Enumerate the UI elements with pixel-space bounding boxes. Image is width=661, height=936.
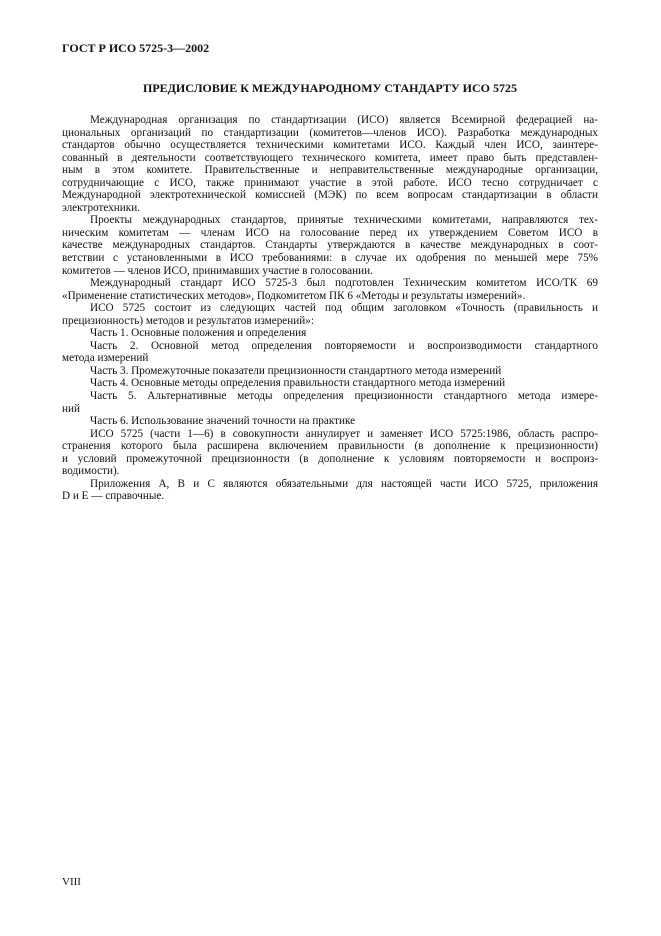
text-line: D и E — справочные. xyxy=(62,490,165,503)
paragraph xyxy=(62,415,598,428)
document-body xyxy=(62,114,598,503)
text-line: циональных организаций по стандартизации (комитетов—членов ИСО). Разработка международных xyxy=(62,126,598,139)
paragraph xyxy=(62,277,598,302)
text-line: стандартов обычно осуществляется техническими комитетами ИСО. Каждый член ИСО, заинтере- xyxy=(62,139,598,152)
paragraph xyxy=(62,377,598,390)
text-line: ническим комитетам — членам ИСО на голосование перед их утверждением Советом ИСО в xyxy=(62,226,598,239)
text-line: «Применение статистических методов», Подкомитетом ПК 6 «Методы и результаты измерений». xyxy=(62,289,526,302)
text-line: Международная организация по стандартизации (ИСО) является Всемирной федерацией на- xyxy=(90,114,598,126)
text-line: Часть 4. Основные методы определения правильности стандартного метода измерений xyxy=(90,377,506,390)
text-line: странения которого была расширена включением правильности (в дополнение к прецизионности) xyxy=(62,440,598,453)
paragraph xyxy=(62,114,598,214)
text-line: ИСО 5725 состоит из следующих частей под общим заголовком «Точность (правильность и xyxy=(90,302,598,315)
text-line: Международной электротехнической комиссией (МЭК) по всем вопросам стандартизации в области xyxy=(62,189,598,202)
text-line: ветствии с установленными в ИСО требованиями: в случае их одобрения по меньшей мере 75% xyxy=(62,252,598,265)
text-line: сованный в деятельности соответствующего технического комитета, имеет право быть представлен- xyxy=(62,151,598,164)
text-line: комитетов — членов ИСО, принимавших участие в голосовании. xyxy=(62,264,373,277)
text-line: сотрудничающие с ИСО, также принимают участие в этой работе. ИСО тесно сотрудничает с xyxy=(62,176,598,189)
document-header: ГОСТ Р ИСО 5725-3—2002 xyxy=(62,41,210,55)
text-line: качестве международных стандартов. Стандарты утверждаются в качестве международных в соот- xyxy=(62,239,598,252)
text-line: ным в этом комитете. Правительственные и неправительственные международные организации, xyxy=(62,164,598,177)
text-line: Приложения А, В и С являются обязательными для настоящей части ИСО 5725, приложения xyxy=(90,477,598,490)
text-line: ний xyxy=(62,402,80,415)
text-line: электротехники. xyxy=(62,201,140,214)
text-line: ИСО 5725 (части 1—6) в совокупности аннулирует и заменяет ИСО 5725:1986, область распро- xyxy=(90,427,598,440)
page-number: VIII xyxy=(62,876,81,888)
paragraph xyxy=(62,365,598,378)
section-title: ПРЕДИСЛОВИЕ К МЕЖДУНАРОДНОМУ СТАНДАРТУ ИСО 5725 xyxy=(142,81,517,95)
paragraph xyxy=(62,327,598,340)
text-line: Часть 2. Основной метод определения повторяемости и воспроизводимости стандартного xyxy=(90,339,598,352)
text-line: водимости). xyxy=(62,465,120,478)
text-line: Проекты международных стандартов, принятые техническими комитетами, направляются тех- xyxy=(90,214,598,227)
paragraph xyxy=(62,428,598,478)
text-line: и условий промежуточной прецизионности (в дополнение к условиям повторяемости и воспроиз- xyxy=(62,452,598,465)
paragraph xyxy=(62,302,598,327)
text-line: Часть 1. Основные положения и определения xyxy=(90,327,307,340)
text-line: Международный стандарт ИСО 5725-3 был подготовлен Техническим комитетом ИСО/ТК 69 xyxy=(90,277,598,290)
paragraph xyxy=(62,478,598,503)
text-line: Часть 3. Промежуточные показатели прецизионности стандартного метода измерений xyxy=(90,364,502,377)
text-line: Часть 5. Альтернативные методы определения прецизионности стандартного метода измере- xyxy=(90,390,598,403)
text-line: Часть 6. Использование значений точности на практике xyxy=(90,415,356,428)
paragraph xyxy=(62,390,598,415)
text-line: метода измерений xyxy=(62,352,149,365)
paragraph xyxy=(62,214,598,277)
paragraph xyxy=(62,340,598,365)
text-line: прецизионность) методов и результатов измерений»: xyxy=(62,314,314,327)
